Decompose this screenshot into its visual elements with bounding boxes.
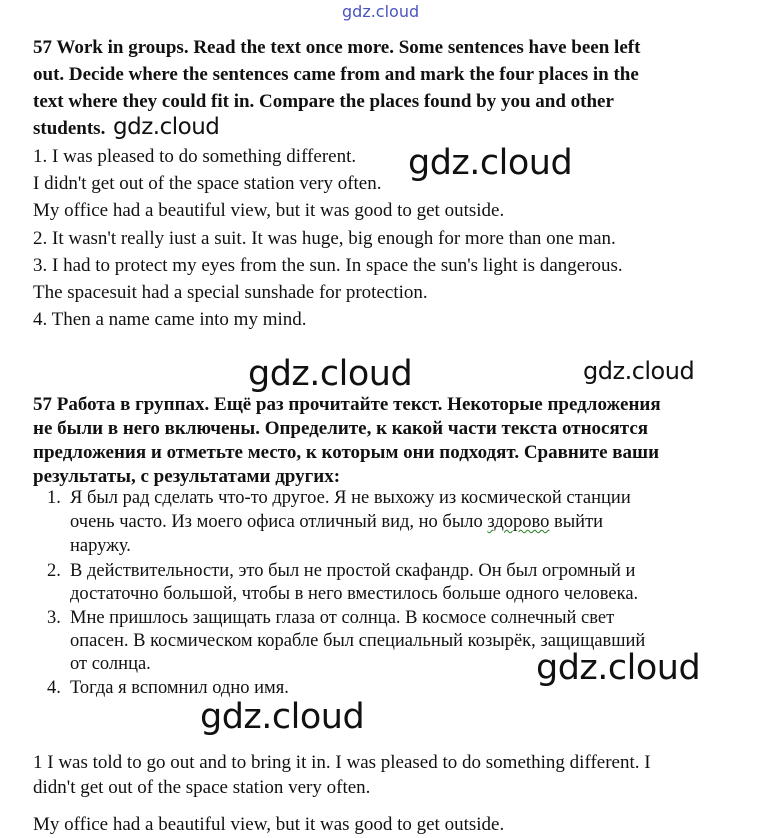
watermark: gdz.cloud xyxy=(583,357,695,385)
russian-item-line: очень часто. Из моего офиса отличный вид, но было здорово выйти xyxy=(70,512,604,532)
watermark: gdz.cloud xyxy=(248,354,413,394)
russian-item-line: В действительности, это был не простой скафандр. Он был огромный и xyxy=(70,561,636,581)
english-sentence-line: 3. I had to protect my eyes from the sun. In space the sun's light is dangerous. xyxy=(33,255,623,276)
russian-item-line: от солнца. xyxy=(70,654,151,674)
english-sentence-line: I didn't get out of the space station very often. xyxy=(33,173,382,194)
russian-item-line: наружу. xyxy=(70,536,131,556)
answer-line: My office had a beautiful view, but it was good to get outside. xyxy=(33,814,505,835)
english-sentence-line: The spacesuit had a special sunshade for protection. xyxy=(33,282,428,303)
watermark: gdz.cloud xyxy=(200,697,365,737)
russian-task-line: не были в него включены. Определите, к какой части текста относятся xyxy=(33,418,649,439)
answer-line: didn't get out of the space station very often. xyxy=(33,777,371,798)
russian-task-line: 57 Работа в группах. Ещё раз прочитайте текст. Некоторые предложения xyxy=(33,394,661,415)
english-sentence-line: 4. Then a name came into my mind. xyxy=(33,309,307,330)
watermark: gdz.cloud xyxy=(408,143,573,183)
english-task-line: out. Decide where the sentences came from and mark the four places in the xyxy=(33,64,639,85)
russian-task-line: предложения и отметьте место, к которым они подходят. Сравните ваши xyxy=(33,442,660,463)
russian-task-line: результаты, с результатами других: xyxy=(33,466,341,487)
english-sentence-line: My office had a beautiful view, but it was good to get outside. xyxy=(33,200,505,221)
russian-item-number: 2. xyxy=(47,561,61,581)
english-task-line: students. xyxy=(33,118,106,139)
english-task-line: text where they could fit in. Compare the places found by you and other xyxy=(33,91,614,112)
russian-item-line: Мне пришлось защищать глаза от солнца. В космосе солнечный свет xyxy=(70,608,615,628)
english-sentence-line: 1. I was pleased to do something different. xyxy=(33,146,357,167)
russian-item-number: 3. xyxy=(47,608,61,628)
russian-item-line: Тогда я вспомнил одно имя. xyxy=(70,678,289,698)
answer-line: 1 I was told to go out and to bring it in. I was pleased to do something different. I xyxy=(33,752,651,773)
spellcheck-underline: здорово xyxy=(487,512,550,532)
russian-item-number: 4. xyxy=(47,678,61,698)
english-sentence-line: 2. It wasn't really iust a suit. It was huge, big enough for more than one man. xyxy=(33,228,616,249)
watermark: gdz.cloud xyxy=(113,114,220,140)
russian-item-line: Я был рад сделать что-то другое. Я не выхожу из космической станции xyxy=(70,488,631,508)
watermark-top[interactable]: gdz.cloud xyxy=(342,2,420,21)
watermark: gdz.cloud xyxy=(536,648,701,688)
russian-item-line: достаточно большой, чтобы в него вместилось больше одного человека. xyxy=(70,584,639,604)
russian-item-number: 1. xyxy=(47,488,61,508)
english-task-line: 57 Work in groups. Read the text once more. Some sentences have been left xyxy=(33,37,641,58)
russian-item-line: опасен. В космическом корабле был специальный козырёк, защищавший xyxy=(70,631,646,651)
